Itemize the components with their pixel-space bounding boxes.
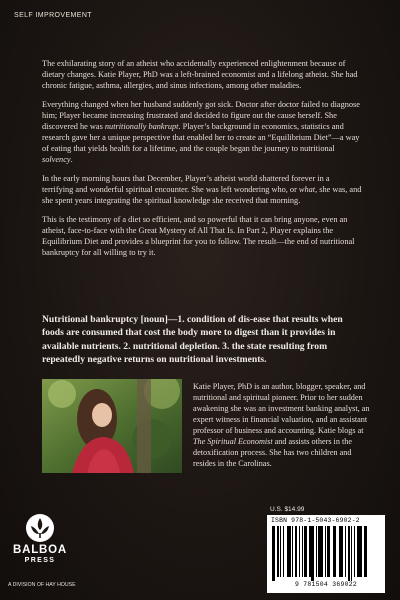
- publisher-name: BALBOA: [13, 544, 67, 556]
- barcode-bar: [320, 526, 322, 577]
- barcode-bar: [335, 526, 336, 577]
- barcode-bar: [304, 526, 306, 577]
- barcode-bar: [354, 526, 355, 577]
- barcode-bar: [295, 526, 297, 577]
- publisher-logo: [8, 513, 72, 593]
- barcode-bar: [333, 526, 335, 577]
- balboa-flower-icon: [25, 513, 55, 543]
- barcode-bar: [364, 526, 366, 577]
- barcode-bar: [287, 526, 289, 577]
- barcode-bar: [272, 526, 274, 581]
- barcode-number: 9 781504 369022: [294, 581, 358, 588]
- blurb-paragraph-4: This is the testimony of a diet so efficient, and so powerful that it can bring anyone, even an atheist, face-to-face with the Great Mystery of All That Is. In Part 2, Player explains the Equilibrium Diet and provides a blueprint for you to follow. The result—the end of nutritional bankruptcy for all willing to try it.: [42, 215, 355, 257]
- barcode-bar: [366, 526, 367, 577]
- blurb-paragraph-1: The exhilarating story of an atheist who accidentally experienced enlightenment because of dietary changes. Katie Player, PhD was a left-brained economist and a lifelong atheist. She had chronic fatigue, asthma, allergies, and sinus infections, among other maladies.: [42, 59, 358, 90]
- barcode-bar: [327, 526, 329, 577]
- barcode-bar: [361, 526, 362, 577]
- barcode-bar: [322, 526, 323, 577]
- barcode-bar: [357, 526, 359, 577]
- barcode-bar: [351, 526, 352, 581]
- barcode-bar: [316, 526, 317, 577]
- barcode-bar: [345, 526, 346, 577]
- author-photo: [42, 379, 182, 473]
- author-bio: Katie Player, PhD is an author, blogger, speaker, and nutritional and spiritual pioneer. Prior to her sudden awakening she was an investment banking analyst, an expert witness in financial valuation, and an assistant professor of business and accounting. Katie blogs at The Spiritual Economist and assists others in the detoxification process. She has two children and resides in the Carolinas.: [193, 382, 370, 468]
- blurb-paragraph-2: Everything changed when her husband suddenly got sick. Doctor after doctor failed to diagnose him; Player became increasing frustrated and decided to figure out the cause herself. She discovered he was nutritionally bankrupt. Player’s background in economics, statistics and research gave her a unique perspective that enabled her to create an “Equilibrium Diet”—a way of eating that yields health for a lifetime, and the couple began the journey to nutritional solvency.: [42, 100, 360, 164]
- barcode-bar: [313, 526, 314, 581]
- blurb-paragraph-3: In the early morning hours that December, Player’s atheist world shattered forever in a terrifying and wonderful spiritual encounter. She was left wondering who, or what, she was, and she spent years integrating the spiritual knowledge she received that morning.: [42, 174, 362, 205]
- barcode-bar: [318, 526, 320, 577]
- barcode-bar: [292, 526, 293, 577]
- publisher-division: A DIVISION OF HAY HOUSE: [8, 582, 76, 588]
- price-label: U.S. $14.99: [270, 506, 305, 513]
- barcode-bar: [311, 526, 313, 581]
- barcode-bar: [306, 526, 307, 577]
- barcode-bar: [341, 526, 343, 577]
- category-label: SELF IMPROVEMENT: [14, 12, 92, 19]
- barcode-bar: [302, 526, 303, 577]
- isbn-barcode: [267, 515, 385, 593]
- barcode-bar: [299, 526, 300, 577]
- barcode-bar: [280, 526, 281, 577]
- barcode-bar: [329, 526, 330, 577]
- barcode-bar: [283, 526, 284, 577]
- barcode-bar: [274, 526, 275, 581]
- barcode-bars: [270, 526, 382, 581]
- barcode-bar: [309, 526, 311, 577]
- publisher-sub: PRESS: [24, 557, 56, 564]
- definition-text: Nutritional bankruptcy [noun]—1. condition of dis-ease that results when foods are consumed that cost the body more to digest than it provides in available nutrients. 2. nutritional depletion. 3. the state resulting from repeatedly negative returns on nutritional investments.: [42, 314, 343, 366]
- barcode-bar: [289, 526, 291, 577]
- barcode-bar: [325, 526, 326, 577]
- barcode-bar: [277, 526, 279, 577]
- barcode-bar: [359, 526, 361, 577]
- blurb-text: [42, 58, 362, 266]
- barcode-bar: [348, 526, 350, 581]
- barcode-bar: [339, 526, 341, 577]
- isbn-text: ISBN 978-1-5043-6902-2: [271, 517, 360, 524]
